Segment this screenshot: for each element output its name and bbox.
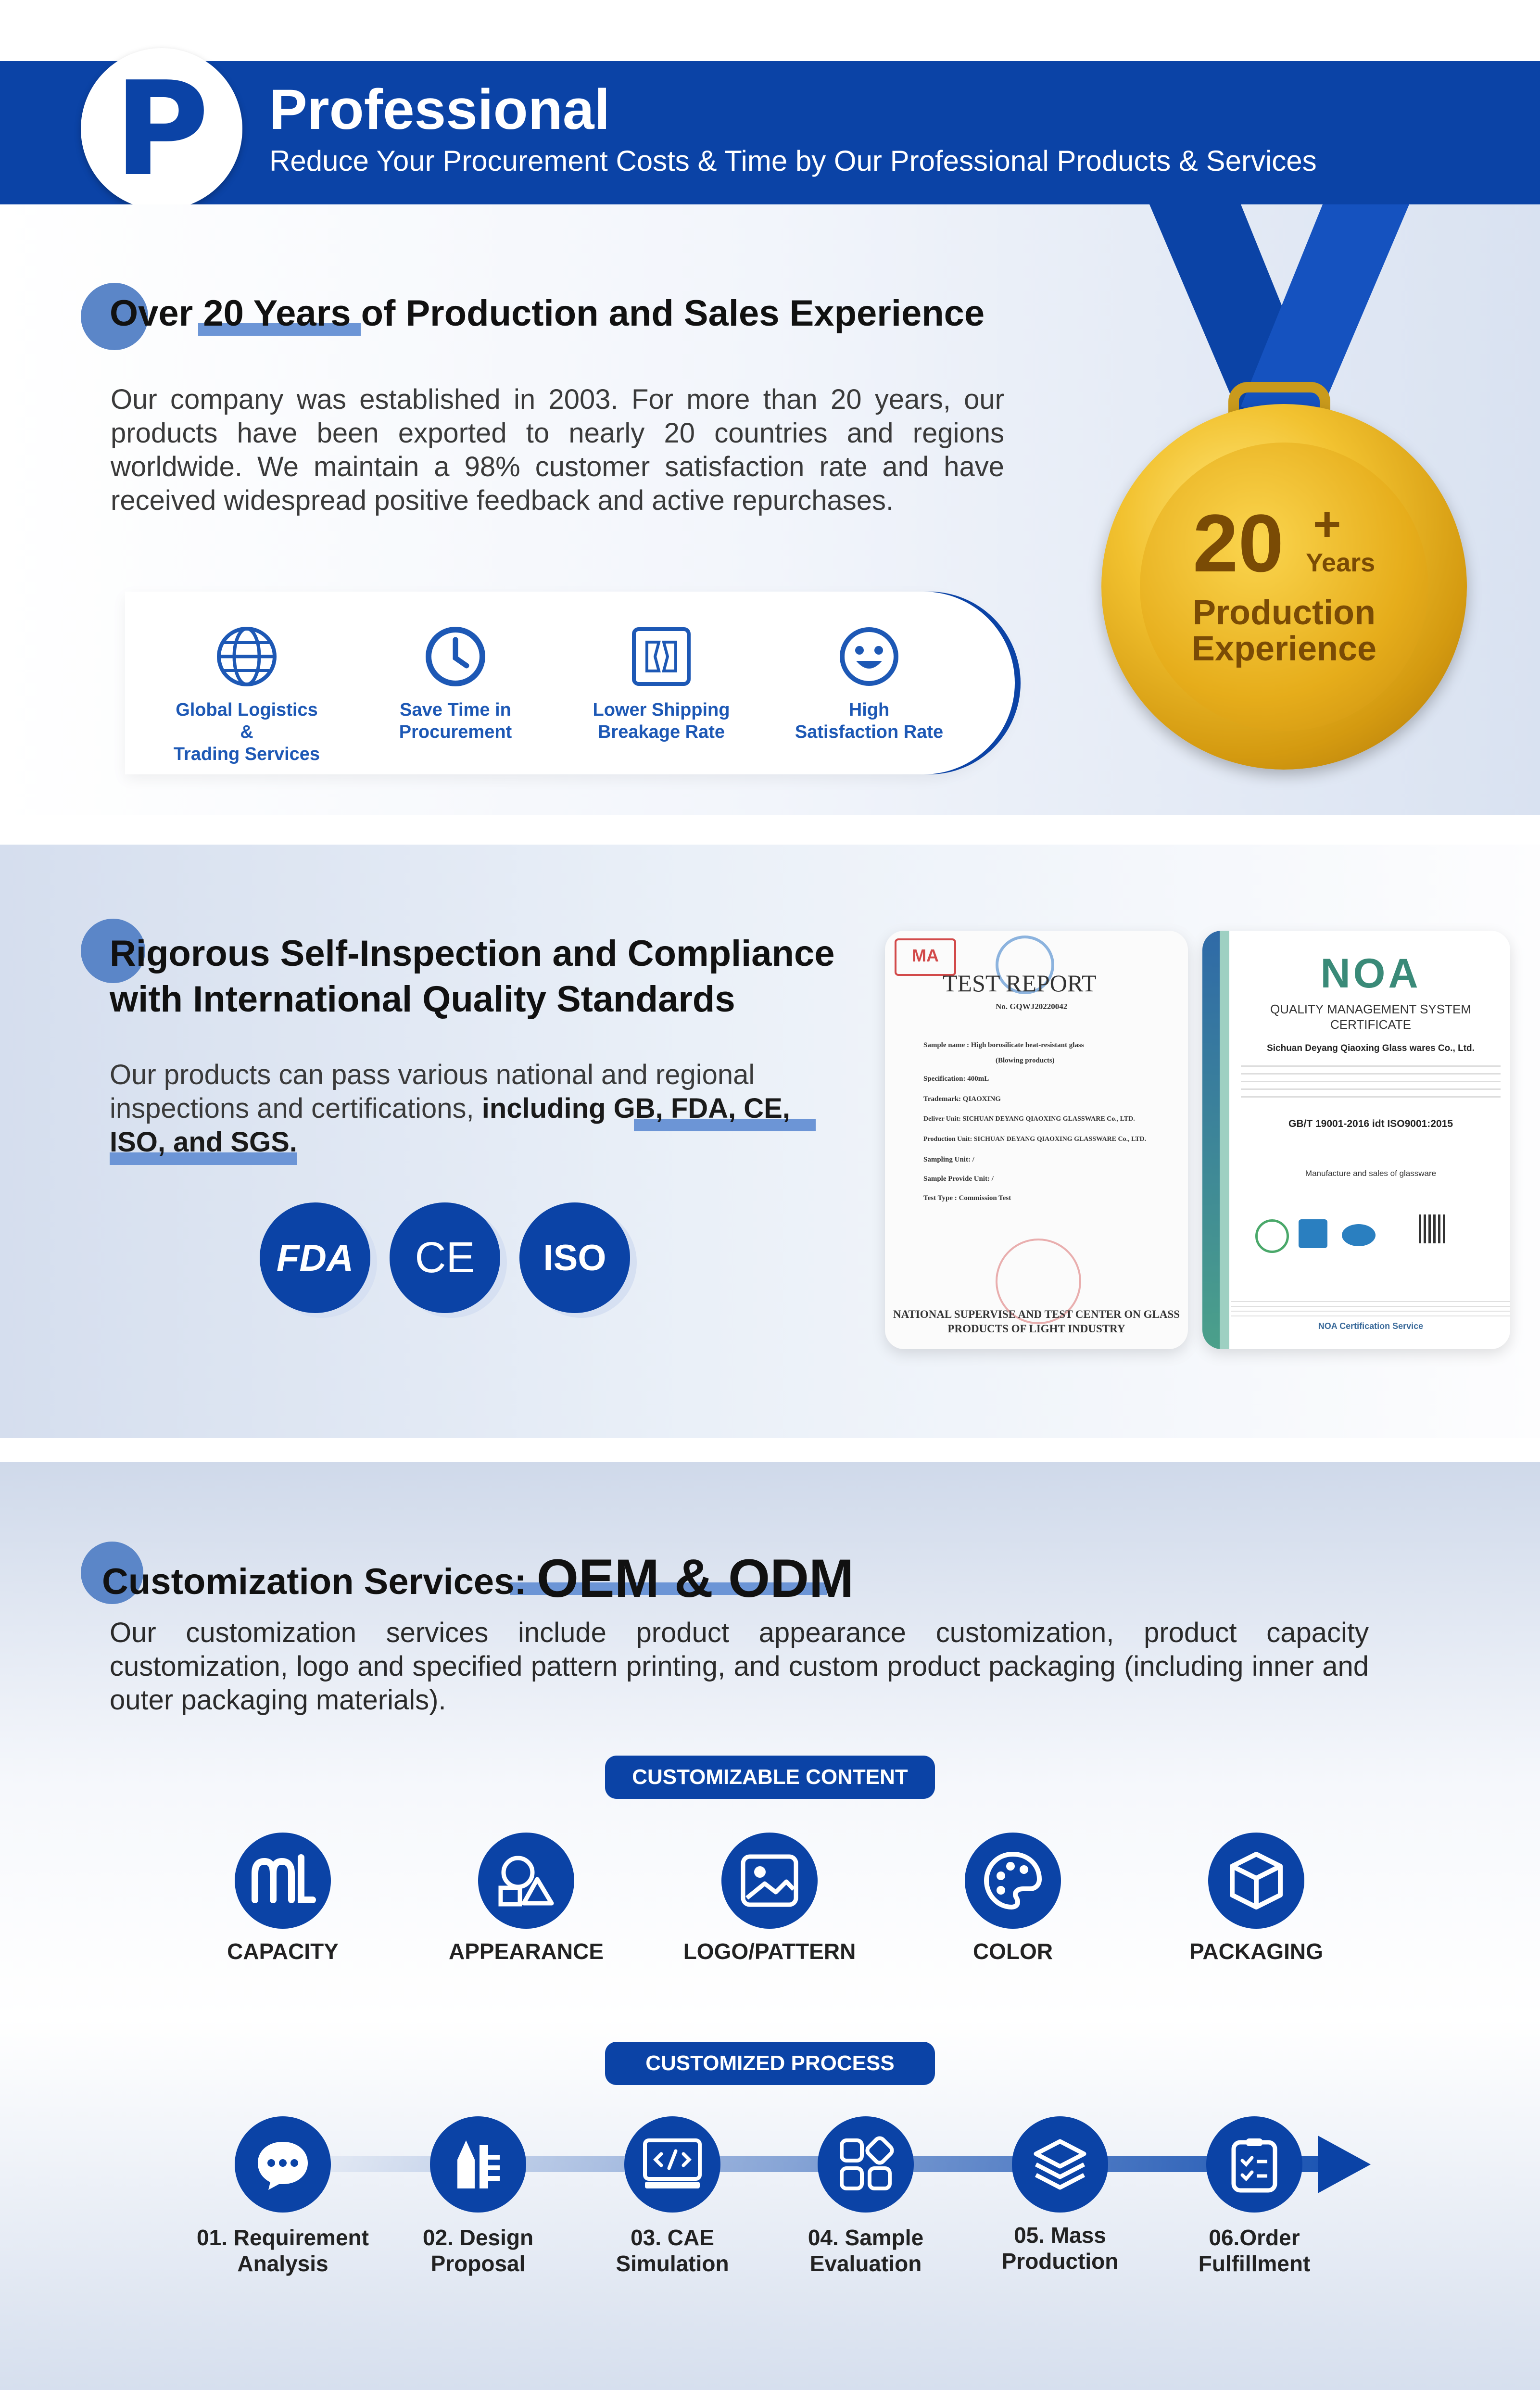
process-step-3 <box>576 2225 769 2276</box>
quality-paragraph-text: Our products can pass various national and regional inspections and certifications, <box>110 1059 755 1124</box>
process-step-line2: Proposal <box>430 2251 526 2276</box>
smiley-icon <box>838 625 900 688</box>
report-row: Sample Provide Unit: / <box>923 1175 994 1183</box>
feature-label-line1: Lower Shipping <box>593 700 730 720</box>
medal-face <box>1140 443 1428 731</box>
custom-paragraph: Our customization services include product appearance customization, product capacity customization, logo and specified pattern printing, and custom product packaging (including inner and outer packaging materials). <box>110 1617 1369 1716</box>
iaf-logo-icon <box>1342 1224 1376 1246</box>
report-row: Trademark: QIAOXING <box>923 1095 1001 1103</box>
process-step-1 <box>187 2225 379 2276</box>
qr-code-icon <box>1419 1214 1448 1243</box>
process-step-line2: Simulation <box>616 2251 729 2276</box>
report-row: Test Type : Commission Test <box>923 1194 1011 1202</box>
test-report-certificate <box>885 931 1188 1349</box>
feature-lower-breakage <box>582 625 741 743</box>
ml-capacity-icon <box>235 1833 331 1929</box>
noa-footer: NOA Certification Service <box>1318 1321 1424 1331</box>
arrow-head-icon <box>1318 2136 1371 2193</box>
report-row: Sampling Unit: / <box>923 1156 974 1163</box>
noa-company: Sichuan Deyang Qiaoxing Glass wares Co., Ltd. <box>1267 1043 1475 1053</box>
cert-side-stripe <box>1202 931 1220 1349</box>
medal-plus: + <box>1313 497 1341 551</box>
layers-icon <box>1012 2116 1108 2213</box>
page-title: Professional <box>269 78 610 141</box>
process-step-6 <box>1158 2225 1351 2276</box>
medal-line2: Experience <box>1191 630 1377 668</box>
process-step-line2: Evaluation <box>809 2251 922 2276</box>
experience-paragraph: Our company was established in 2003. For more than 20 years, our products have been exported to nearly 20 countries and regions worldwide. We maintain a 98% customer satisfaction rate and have received widespread positive feedback and active repurchases. <box>111 384 1004 516</box>
checklist-icon <box>1206 2116 1302 2213</box>
palette-icon <box>965 1833 1061 1929</box>
process-step-line2: Analysis <box>237 2251 328 2276</box>
content-label-color: COLOR <box>972 1939 1053 1964</box>
noa-logo: NOA <box>1320 950 1421 997</box>
custom-title <box>102 1548 854 1608</box>
process-step-line1: 01. Requirement <box>197 2225 369 2250</box>
noa-certificate <box>1202 931 1510 1349</box>
report-title: TEST REPORT <box>943 970 1097 997</box>
report-number: No. GQWJ20220042 <box>996 1002 1068 1011</box>
experience-title: Over 20 Years of Production and Sales Experience <box>110 293 985 334</box>
process-step-line2: Fulfillment <box>1198 2251 1311 2276</box>
medal-number: 20 <box>1193 498 1284 589</box>
design-tools-icon <box>430 2116 526 2213</box>
cma-stamp: MA <box>895 938 956 976</box>
content-label-appearance: APPEARANCE <box>448 1939 604 1964</box>
shipping-box-icon <box>630 625 693 688</box>
feature-label-line2: Breakage Rate <box>597 722 725 742</box>
feature-high-satisfaction <box>790 625 948 743</box>
noa-heading-line2: CERTIFICATE <box>1330 1017 1412 1032</box>
medal-years: Years <box>1306 548 1376 577</box>
feature-label-line1: High <box>848 700 890 720</box>
image-icon <box>721 1833 818 1929</box>
report-row: Sample name : High borosilicate heat-resistant glass <box>923 1041 1084 1049</box>
cert-logo-icon <box>1255 1219 1289 1253</box>
feature-label-line2: Procurement <box>399 722 512 742</box>
clock-icon <box>424 625 487 688</box>
p-logo <box>81 48 242 210</box>
report-row: Specification: 400mL <box>923 1075 989 1083</box>
shapes-icon <box>478 1833 574 1929</box>
process-step-2 <box>382 2225 574 2276</box>
iso-badge: ISO <box>519 1202 630 1313</box>
quality-paragraph <box>110 1058 831 1159</box>
process-step-line1: 05. Mass <box>1014 2223 1106 2248</box>
feature-label-line1: Global Logistics & <box>176 700 318 742</box>
customized-process-label: CUSTOMIZED PROCESS <box>605 2042 935 2085</box>
grid-icon <box>818 2116 914 2213</box>
page-subtitle: Reduce Your Procurement Costs & Time by Our Professional Products & Services <box>269 145 1317 177</box>
medal-line1: Production <box>1193 594 1376 632</box>
quality-paragraph-bold: including GB, FDA, CE, ISO, and SGS. <box>110 1093 790 1158</box>
noa-address-lines <box>1241 1065 1501 1104</box>
cert-side-stripe-2 <box>1220 931 1229 1349</box>
feature-label-line1: Save Time in <box>400 700 511 720</box>
anab-logo-icon <box>1299 1219 1327 1248</box>
process-step-line1: 04. Sample <box>808 2225 924 2250</box>
quality-title-line1: Rigorous Self-Inspection and Compliance <box>110 933 835 974</box>
process-step-4 <box>770 2225 962 2276</box>
cert-footnote-lines <box>1231 1301 1510 1320</box>
logo-letter: P <box>114 53 209 205</box>
noa-heading-line1: QUALITY MANAGEMENT SYSTEM <box>1270 1002 1471 1016</box>
customizable-content-label: CUSTOMIZABLE CONTENT <box>605 1756 935 1799</box>
report-row: Deliver Unit: SICHUAN DEYANG QIAOXING GLASSWARE Co., LTD. <box>923 1115 1135 1123</box>
globe-icon <box>215 625 278 688</box>
content-label-logo-pattern: LOGO/PATTERN <box>683 1939 856 1964</box>
report-footer-line2: PRODUCTS OF LIGHT INDUSTRY <box>947 1323 1125 1335</box>
feature-label-line2: Trading Services <box>173 744 320 764</box>
ce-badge: CE <box>390 1202 500 1313</box>
noa-standard: GB/T 19001-2016 idt ISO9001:2015 <box>1288 1118 1453 1129</box>
process-step-line1: 06.Order <box>1209 2225 1300 2250</box>
process-step-line2: Production <box>1001 2249 1119 2274</box>
package-icon <box>1208 1833 1304 1929</box>
process-step-line1: 03. CAE <box>631 2225 714 2250</box>
noa-scope: Manufacture and sales of glassware <box>1305 1169 1437 1178</box>
code-screen-icon <box>624 2116 720 2213</box>
report-row: (Blowing products) <box>996 1057 1055 1064</box>
chat-bubble-icon <box>235 2116 331 2213</box>
content-label-capacity: CAPACITY <box>227 1939 339 1964</box>
process-step-line1: 02. Design <box>422 2225 534 2250</box>
feature-label-line2: Satisfaction Rate <box>795 722 944 742</box>
process-step-5 <box>964 2222 1156 2274</box>
feature-save-time <box>376 625 535 743</box>
custom-title-emphasis: OEM & ODM <box>536 1548 854 1608</box>
feature-global-logistics <box>167 625 326 765</box>
custom-title-prefix: Customization Services: <box>102 1561 527 1602</box>
report-footer-line1: NATIONAL SUPERVISE AND TEST CENTER ON GLASS <box>893 1308 1180 1320</box>
quality-title-line2: with International Quality Standards <box>110 979 735 1020</box>
content-label-packaging: PACKAGING <box>1189 1939 1323 1964</box>
fda-badge: FDA <box>260 1202 370 1313</box>
report-row: Production Unit: SICHUAN DEYANG QIAOXING GLASSWARE Co., LTD. <box>923 1136 1147 1143</box>
